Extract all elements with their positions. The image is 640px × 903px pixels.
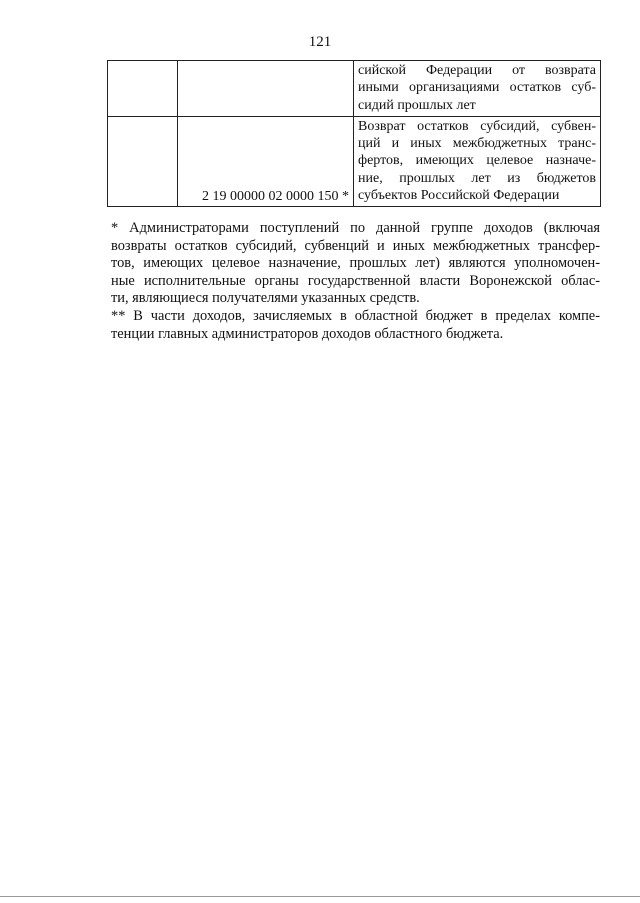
footnote-line: * Администраторами поступлений по данной группе доходов (включая [111,220,600,236]
footnote-administrators [111,220,600,308]
footnote-line: тов, имеющих целевое назначение, прошлых лет) являются уполномочен- [111,255,600,272]
admin-code-cell [108,61,178,117]
footnotes [111,220,600,343]
page-number: 121 [308,34,332,50]
description-line: Возврат остатков субсидий, субвен- [358,118,596,134]
footnote-regional-budget [111,308,600,343]
admin-code-cell [108,116,178,206]
footnote-line: ти, являющиеся получателями указанных средств. [111,290,420,307]
footnote-line: возвраты остатков субсидий, субвенций и иных межбюджетных трансфер- [111,237,600,254]
description-line: сидий прошлых лет [358,97,476,113]
description-line: сийской Федерации от возврата [358,63,596,78]
table-row [108,116,601,206]
revenue-table [107,60,601,207]
footnote-line: тенции главных администраторов доходов областного бюджета. [111,325,504,342]
revenue-description-cell [354,116,601,206]
description-line: иными организациями остатков суб- [358,80,596,96]
table-row [108,61,601,117]
bottom-rule [0,896,640,897]
revenue-code-cell: 2 19 00000 02 0000 150 * [178,116,354,206]
description-line: субъектов Российской Федерации [358,188,560,204]
footnote-line: ные исполнительные органы государственной власти Воронежской облас- [111,272,600,289]
revenue-description-cell [354,61,601,117]
revenue-code-cell [178,61,354,117]
footnote-line: ** В части доходов, зачисляемых в областной бюджет в пределах компе- [111,307,600,324]
description-line: фертов, имеющих целевое назначе- [358,153,596,169]
description-line: ций и иных межбюджетных транс- [358,136,596,152]
description-line: ние, прошлых лет из бюджетов [358,170,596,186]
